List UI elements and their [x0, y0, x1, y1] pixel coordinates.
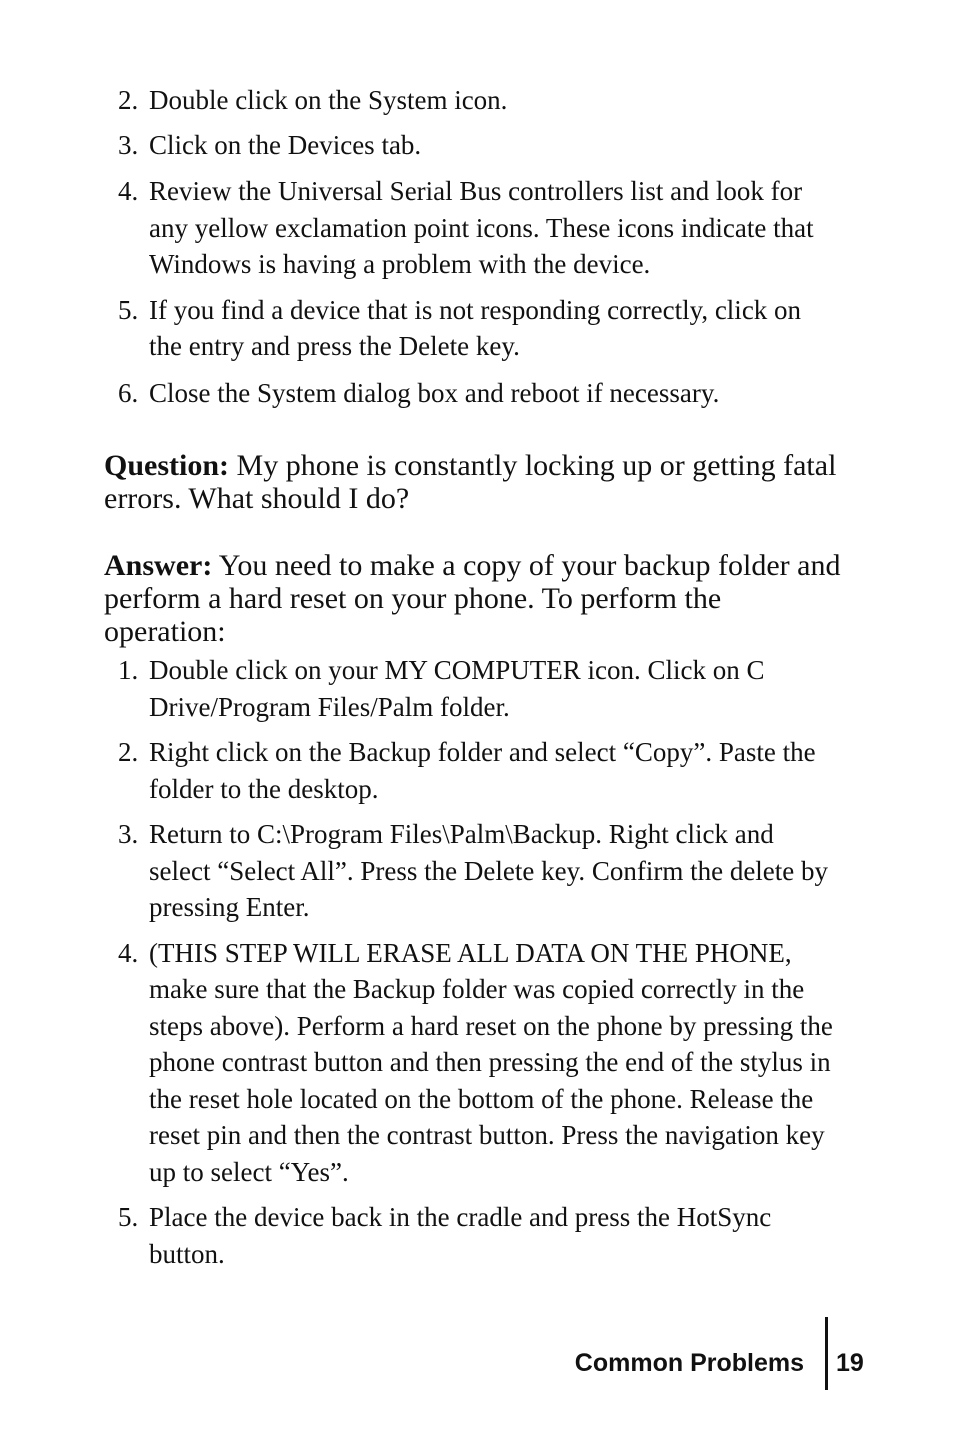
list-item: [106, 935, 836, 1191]
item-text: If you find a device that is not responding correctly, click on the entry and press the Delete key.: [149, 294, 802, 361]
item-number: 1.: [118, 655, 139, 685]
answer-text: You need to make a copy of your backup folder and perform a hard reset on your phone. To perform the operation:: [104, 549, 841, 648]
item-number: 3.: [118, 819, 139, 849]
item-text: Double click on your MY COMPUTER icon. Click on C Drive/Program Files/Palm folder.: [149, 655, 765, 722]
section-title: Common Problems: [574, 1349, 804, 1377]
item-text: Return to C:\Program Files\Palm\Backup. Right click and select “Select All”. Press the Delete key. Confirm the delete by pressing Enter.: [149, 819, 829, 922]
item-number: 5.: [118, 294, 139, 325]
item-number: 2.: [118, 737, 139, 767]
list-item: [106, 127, 836, 164]
item-text: Place the device back in the cradle and press the HotSync button.: [149, 1202, 772, 1269]
item-text: Close the System dialog box and reboot if necessary.: [149, 377, 720, 408]
list-item: [106, 734, 836, 807]
item-text: (THIS STEP WILL ERASE ALL DATA ON THE PHONE, make sure that the Backup folder was copied correctly in the steps above). Perform a hard reset on the phone by pressing the phone contrast button and then pressing the end of the stylus in the reset hole located on the bottom of the phone. Release the reset pin and then the contrast button. Press the navigation key up to select “Yes”.: [149, 937, 833, 1187]
list-item: [106, 652, 836, 725]
list-item: [106, 82, 836, 119]
item-number: 4.: [118, 176, 139, 206]
item-text: Double click on the System icon.: [149, 85, 508, 115]
question-paragraph: [104, 449, 844, 515]
list-item: [106, 292, 836, 365]
item-number: 3.: [118, 129, 139, 160]
item-number: 6.: [118, 377, 139, 408]
answer-label: Answer:: [104, 549, 213, 582]
item-number: 2.: [118, 85, 139, 115]
item-number: 5.: [118, 1202, 139, 1232]
steps-list-reset: [106, 652, 836, 1272]
item-text: Review the Universal Serial Bus controllers list and look for any yellow exclamation point icons. These icons indicate that Windows is having a problem with the device.: [149, 176, 814, 279]
item-number: 4.: [118, 937, 139, 968]
footer-divider: [825, 1317, 828, 1390]
question-text: My phone is constantly locking up or getting fatal errors. What should I do?: [104, 449, 837, 515]
question-label: Question:: [104, 449, 230, 482]
page-number: 19: [836, 1349, 864, 1377]
list-item: [106, 816, 836, 926]
item-text: Right click on the Backup folder and select “Copy”. Paste the folder to the desktop.: [149, 737, 816, 804]
list-item: [106, 173, 836, 283]
steps-list-usb: [106, 82, 836, 411]
item-text: Click on the Devices tab.: [149, 129, 422, 160]
list-item: [106, 1199, 836, 1272]
answer-paragraph: [104, 549, 844, 648]
list-item: [106, 375, 836, 412]
